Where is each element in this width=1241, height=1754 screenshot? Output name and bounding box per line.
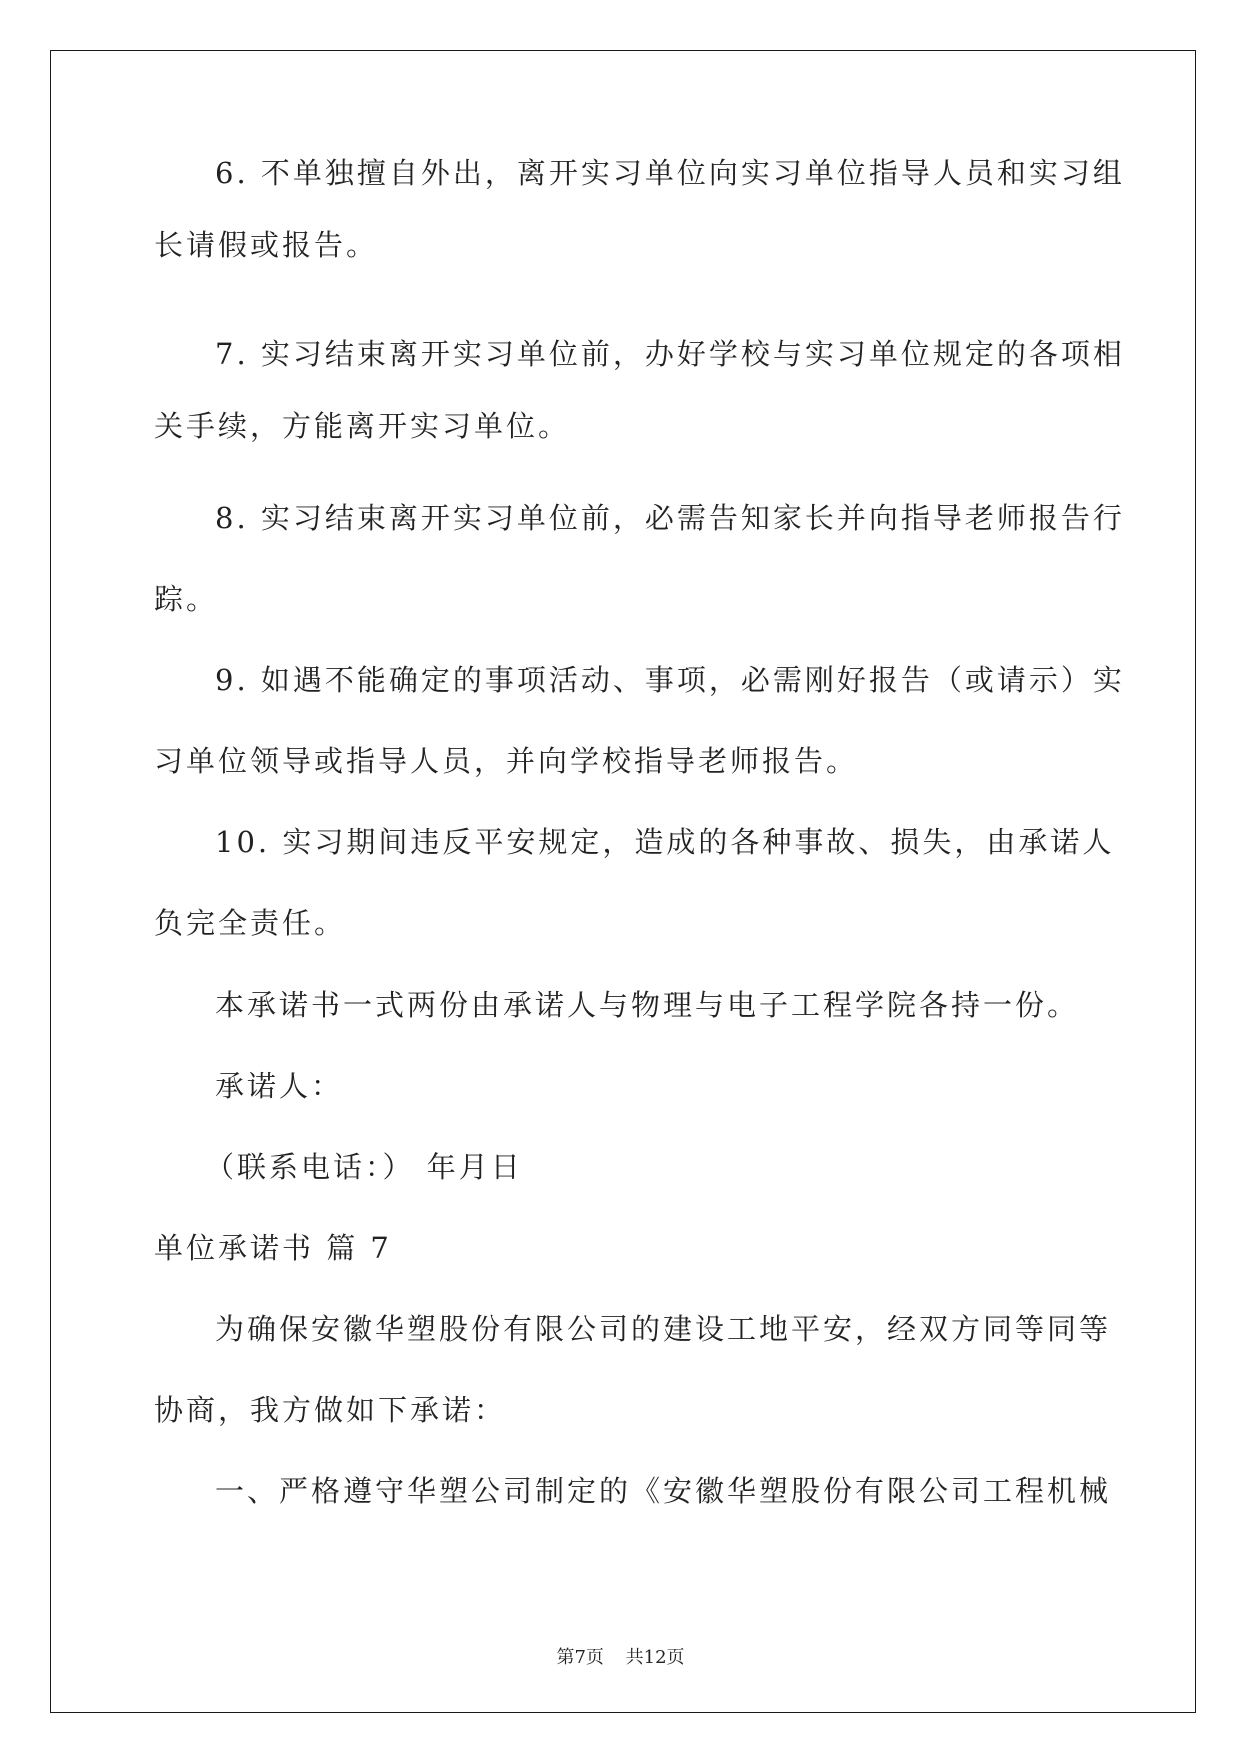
paragraph-line: 习单位领导或指导人员，并向学校指导老师报告。 bbox=[154, 744, 859, 778]
paragraph-line: 10. 实习期间违反平安规定，造成的各种事故、损失，由承诺人 bbox=[215, 825, 1115, 859]
page-border bbox=[50, 50, 1196, 1713]
page-total: 共12页 bbox=[625, 1647, 685, 1668]
paragraph-line: 协商，我方做如下承诺： bbox=[154, 1393, 507, 1427]
paragraph-line: 关手续，方能离开实习单位。 bbox=[154, 409, 571, 443]
page-footer bbox=[0, 1643, 1241, 1669]
signatory-label: 承诺人： bbox=[215, 1069, 344, 1103]
section-heading: 单位承诺书 篇 7 bbox=[154, 1231, 392, 1265]
paragraph-line: 9. 如遇不能确定的事项活动、事项，必需刚好报告（或请示）实 bbox=[215, 663, 1125, 697]
paragraph-line: 本承诺书一式两份由承诺人与物理与电子工程学院各持一份。 bbox=[215, 988, 1080, 1022]
paragraph-line: 8. 实习结束离开实习单位前，必需告知家长并向指导老师报告行 bbox=[215, 501, 1125, 535]
page-number: 第7页 bbox=[556, 1647, 604, 1668]
paragraph-line: 踪。 bbox=[154, 582, 219, 616]
paragraph-line: 为确保安徽华塑股份有限公司的建设工地平安，经双方同等同等 bbox=[215, 1312, 1112, 1346]
paragraph-line: 负完全责任。 bbox=[154, 906, 347, 940]
paragraph-line: 一、严格遵守华塑公司制定的《安徽华塑股份有限公司工程机械 bbox=[215, 1474, 1112, 1508]
contact-date-line: （联系电话：） 年月日 bbox=[205, 1150, 523, 1184]
paragraph-line: 6. 不单独擅自外出，离开实习单位向实习单位指导人员和实习组 bbox=[215, 156, 1125, 190]
paragraph-line: 长请假或报告。 bbox=[154, 228, 379, 262]
paragraph-line: 7. 实习结束离开实习单位前，办好学校与实习单位规定的各项相 bbox=[215, 337, 1125, 371]
